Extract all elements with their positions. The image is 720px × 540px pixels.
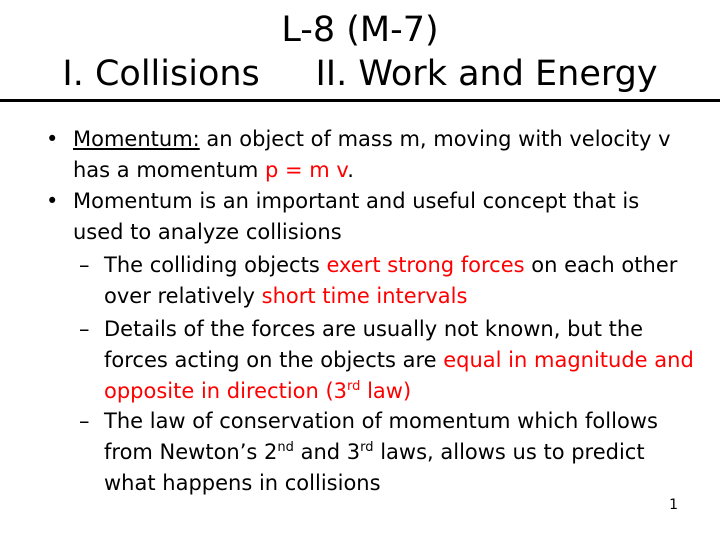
page-number: 1 <box>669 497 678 513</box>
sub-text: Details of the forces are usually not known, but the forces acting on the objects are <box>104 317 644 372</box>
subbullet-conservation-law <box>79 406 694 499</box>
title-line-1: L-8 (M-7) <box>281 10 439 50</box>
highlight-strong-forces: exert strong forces <box>326 253 525 277</box>
bullet-momentum-definition <box>46 124 693 186</box>
highlight-text: equal in magnitude and opposite in direction (3 <box>104 348 694 403</box>
superscript: rd <box>360 440 374 455</box>
dash-marker: – <box>79 253 90 277</box>
formula-momentum: p = m v <box>265 158 348 182</box>
dash-marker: – <box>79 317 90 341</box>
superscript: nd <box>277 440 294 455</box>
sub-text: on each other over relatively <box>104 253 678 308</box>
superscript: rd <box>347 379 361 394</box>
term-momentum: Momentum: <box>73 127 200 151</box>
title-part-work-energy: II. Work and Energy <box>315 54 658 94</box>
sub-text: laws, allows us to predict what happens in collisions <box>104 440 645 495</box>
title-part-collisions: I. Collisions <box>62 54 260 94</box>
dash-marker: – <box>79 409 90 433</box>
bullet-momentum-concept <box>46 186 693 248</box>
sub-text: The law of conservation of momentum which follows from Newton’s 2 <box>104 409 658 464</box>
bullet-marker: • <box>46 127 59 151</box>
title-divider <box>0 99 720 102</box>
sub-text: The colliding objects <box>104 253 327 277</box>
bullet-text: an object of mass m, moving with velocity v has a momentum <box>73 127 671 182</box>
sub-text: and 3 <box>293 440 361 464</box>
bullet-marker: • <box>46 189 59 213</box>
subbullet-strong-forces <box>79 250 694 312</box>
title-line-2 <box>0 52 720 96</box>
subbullet-force-details <box>79 314 694 407</box>
bullet-text: Momentum is an important and useful concept that is used to analyze collisions <box>73 189 640 244</box>
highlight-short-time: short time intervals <box>261 284 468 308</box>
slide-title <box>0 8 720 96</box>
bullet-text-end: . <box>347 158 354 182</box>
highlight-text-end: law) <box>360 379 412 403</box>
